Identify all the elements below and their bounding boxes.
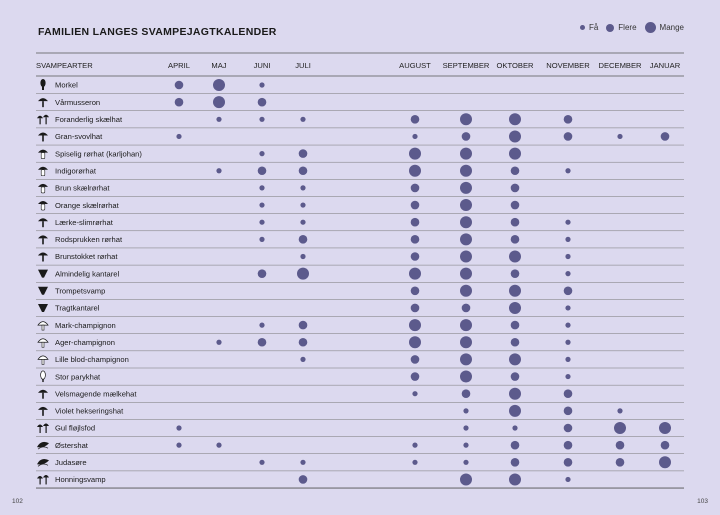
occurrence-dot [299, 166, 308, 175]
page-title: FAMILIEN LANGES SVAMPEJAGTKALENDER [38, 26, 277, 38]
occurrence-dot [511, 201, 520, 210]
mushroom-cluster-icon [37, 115, 49, 125]
column-header-month: NOVEMBER [546, 61, 590, 70]
occurrence-dot [460, 336, 472, 348]
occurrence-dot [259, 185, 264, 190]
occurrence-dot [460, 165, 472, 177]
occurrence-dot [564, 389, 573, 398]
occurrence-dot [511, 372, 520, 381]
occurrence-dot [565, 220, 570, 225]
occurrence-dot [616, 441, 625, 450]
occurrence-dot [411, 201, 420, 210]
occurrence-dot [300, 254, 305, 259]
occurrence-dot [511, 235, 520, 244]
occurrence-dot [259, 117, 264, 122]
occurrence-dot [565, 323, 570, 328]
occurrence-dot [462, 304, 471, 313]
occurrence-dot [299, 321, 308, 330]
mushroom-icon [38, 390, 48, 399]
occurrence-dot [176, 425, 181, 430]
mushroom-name: Spiselig rørhat (karljohan) [55, 149, 142, 159]
occurrence-dot [565, 168, 570, 173]
occurrence-dot [614, 422, 626, 434]
mushroom-name: Ager-champignon [55, 337, 115, 347]
occurrence-dot [460, 148, 472, 160]
table-row [36, 473, 684, 488]
occurrence-dot [565, 340, 570, 345]
mushroom-name: Indigorørhat [55, 166, 96, 176]
occurrence-dot [409, 268, 421, 280]
table-row [36, 113, 684, 128]
table-row [36, 456, 684, 471]
occurrence-dot [300, 202, 305, 207]
occurrence-dot [411, 372, 420, 381]
occurrence-dot [216, 117, 221, 122]
mushroom-name: Stor parykhat [55, 372, 101, 382]
occurrence-dot [258, 166, 267, 175]
occurrence-dot [460, 371, 472, 383]
table-row [36, 216, 684, 231]
occurrence-dot [460, 113, 472, 125]
occurrence-dot [509, 251, 521, 263]
trumpet-icon [38, 304, 48, 312]
occurrence-dot [300, 357, 305, 362]
bolete-icon [38, 184, 48, 193]
occurrence-dot [511, 166, 520, 175]
mushroom-name: Almindelig kantarel [55, 269, 120, 279]
occurrence-dot [176, 443, 181, 448]
occurrence-dot [509, 473, 521, 485]
table-row [36, 79, 684, 94]
occurrence-dot [659, 422, 671, 434]
mushroom-name: Violet hekseringshat [55, 406, 124, 416]
occurrence-dot [564, 458, 573, 467]
occurrence-dot [300, 460, 305, 465]
table-row [36, 233, 684, 248]
occurrence-dot [617, 408, 622, 413]
column-header-month: MAJ [211, 61, 227, 70]
mushroom-name: Brun skælrørhat [55, 183, 110, 193]
occurrence-dot [411, 287, 420, 296]
mushroom-name: Østershat [55, 440, 88, 450]
occurrence-dot [411, 304, 420, 313]
table-row [36, 182, 684, 197]
occurrence-dot [509, 285, 521, 297]
occurrence-dot [300, 185, 305, 190]
bolete-icon [38, 150, 48, 159]
table-row [36, 268, 684, 283]
occurrence-dot [564, 407, 573, 416]
occurrence-dot [564, 115, 573, 124]
occurrence-dot [512, 425, 517, 430]
occurrence-dot [565, 374, 570, 379]
mushroom-name: Trompetsvamp [55, 286, 106, 296]
legend-label-few: Få [588, 23, 599, 32]
table-row [36, 199, 684, 214]
mushroom-name: Mark-champignon [55, 320, 116, 330]
occurrence-dot [411, 252, 420, 261]
trumpet-icon [38, 287, 48, 295]
occurrence-dot [617, 134, 622, 139]
occurrence-dot [409, 319, 421, 331]
chanterelle-icon [38, 270, 48, 278]
table-row [36, 422, 684, 437]
occurrence-dot [661, 132, 670, 141]
mushroom-name: Brunstokket rørhat [55, 252, 118, 262]
occurrence-dot [564, 287, 573, 296]
occurrence-dot [259, 82, 264, 87]
occurrence-dot [411, 235, 420, 244]
occurrence-dot [409, 148, 421, 160]
mushroom-icon [38, 132, 48, 141]
mushroom-icon [38, 235, 48, 244]
occurrence-dot [300, 117, 305, 122]
occurrence-dot [511, 338, 520, 347]
occurrence-dot [299, 338, 308, 347]
champignon-icon [38, 339, 48, 348]
occurrence-dot [409, 165, 421, 177]
legend-label-many: Mange [659, 23, 684, 32]
occurrence-dot [258, 338, 267, 347]
mushroom-name: Vårmusseron [55, 97, 101, 107]
column-header-month: AUGUST [399, 61, 431, 70]
page-number-right: 103 [697, 498, 708, 505]
column-header-month: APRIL [168, 61, 190, 70]
mushroom-name: Orange skælrørhat [55, 200, 119, 210]
table-row [36, 165, 684, 180]
mushroom-name: Gran-svovlhat [55, 132, 103, 142]
mushroom-name: Rodsprukken rørhat [55, 235, 123, 245]
mushroom-name: Tragtkantarel [55, 303, 100, 313]
occurrence-dot [176, 134, 181, 139]
table-row [36, 405, 684, 420]
mushroom-name: Lærke-slimrørhat [55, 217, 113, 227]
mushroom-icon [38, 253, 48, 262]
table-row [36, 353, 684, 368]
column-header-month: DECEMBER [598, 61, 642, 70]
occurrence-dot [565, 477, 570, 482]
occurrence-dot [299, 475, 308, 484]
occurrence-dot [659, 456, 671, 468]
occurrence-dot [463, 425, 468, 430]
occurrence-dot [460, 251, 472, 263]
occurrence-dot [463, 408, 468, 413]
table-row [36, 319, 684, 334]
champignon-icon [38, 322, 48, 331]
mushroom-name: Morkel [55, 80, 78, 90]
champignon-icon [38, 356, 48, 365]
occurrence-dot [258, 269, 267, 278]
bolete-icon [38, 201, 48, 210]
occurrence-dot [509, 405, 521, 417]
occurrence-dot [299, 149, 308, 158]
occurrence-dot [259, 460, 264, 465]
table-row [36, 302, 684, 317]
occurrence-dot [259, 237, 264, 242]
occurrence-dot [564, 424, 573, 433]
table-row [36, 148, 684, 163]
table-row [36, 371, 684, 386]
occurrence-dot [216, 443, 221, 448]
occurrence-dot [412, 391, 417, 396]
occurrence-dot [564, 132, 573, 141]
occurrence-dot [564, 441, 573, 450]
oyster-icon [37, 442, 49, 449]
occurrence-dot [460, 473, 472, 485]
table-row [36, 285, 684, 300]
occurrence-dot [616, 458, 625, 467]
occurrence-dot [460, 285, 472, 297]
mushroom-name: Lille blod-champignon [55, 355, 129, 365]
occurrence-dot [511, 441, 520, 450]
occurrence-dot [511, 269, 520, 278]
table-row [36, 251, 684, 266]
occurrence-dot [175, 81, 184, 90]
occurrence-dot [409, 336, 421, 348]
morel-icon [40, 79, 45, 90]
occurrence-dot [509, 388, 521, 400]
ear-icon [37, 459, 49, 466]
occurrence-dot [460, 182, 472, 194]
occurrence-dot [460, 199, 472, 211]
occurrence-dot [511, 218, 520, 227]
occurrence-dot [216, 340, 221, 345]
table-row [36, 441, 684, 454]
occurrence-dot [259, 202, 264, 207]
column-header-month: JANUAR [649, 61, 681, 70]
table-row [36, 388, 684, 403]
occurrence-dot [411, 355, 420, 364]
occurrence-dot [259, 220, 264, 225]
occurrence-dot [462, 389, 471, 398]
occurrence-dot [463, 443, 468, 448]
mushroom-name: Honningsvamp [55, 475, 106, 485]
occurrence-dot [565, 357, 570, 362]
occurrence-dot [175, 98, 184, 107]
mushroom-name: Foranderlig skælhat [55, 115, 123, 124]
mushroom-cluster-icon [37, 475, 49, 485]
bolete-icon [38, 167, 48, 176]
occurrence-dot [460, 353, 472, 365]
column-header-species: SVAMPEARTER [36, 61, 93, 70]
occurrence-dot [411, 218, 420, 227]
occurrence-dot [661, 441, 670, 450]
mushroom-name: Velsmagende mælkehat [55, 389, 137, 399]
mushroom-name: Judasøre [55, 458, 87, 467]
occurrence-dot [460, 233, 472, 245]
mushroom-icon [38, 98, 48, 107]
occurrence-dot [258, 98, 267, 107]
occurrence-dot [411, 115, 420, 124]
table-row [36, 336, 684, 351]
occurrence-dot [259, 151, 264, 156]
occurrence-dot [462, 132, 471, 141]
occurrence-dot [216, 168, 221, 173]
occurrence-dot [460, 319, 472, 331]
occurrence-dot [299, 235, 308, 244]
legend-label-more: Flere [618, 23, 637, 32]
occurrence-dot [565, 305, 570, 310]
occurrence-dot [412, 134, 417, 139]
column-header-month: JUNI [253, 61, 271, 70]
occurrence-dot [509, 113, 521, 125]
mushroom-icon [38, 407, 48, 416]
column-header-month: SEPTEMBER [442, 61, 490, 70]
occurrence-dot [463, 460, 468, 465]
column-header-month: JULI [295, 61, 311, 70]
occurrence-dot [511, 184, 520, 193]
mushroom-cluster-icon [37, 424, 49, 434]
mushroom-name: Gul fløjlsfod [55, 423, 96, 433]
occurrence-dot [412, 460, 417, 465]
occurrence-dot [412, 443, 417, 448]
page-number-left: 102 [12, 498, 23, 505]
inkcap-icon [41, 371, 46, 382]
occurrence-dot [509, 353, 521, 365]
occurrence-dot [213, 96, 225, 108]
occurrence-dot [565, 237, 570, 242]
occurrence-dot [460, 216, 472, 228]
column-header-month: OKTOBER [496, 61, 534, 70]
occurrence-dot [565, 271, 570, 276]
occurrence-dot [460, 268, 472, 280]
occurrence-dot [511, 321, 520, 330]
occurrence-dot [300, 220, 305, 225]
table-row [36, 96, 684, 111]
occurrence-dot [565, 254, 570, 259]
occurrence-dot [259, 323, 264, 328]
occurrence-dot [509, 302, 521, 314]
occurrence-dot [509, 148, 521, 160]
occurrence-dot [297, 268, 309, 280]
occurrence-dot [511, 458, 520, 467]
table-row [36, 130, 684, 145]
occurrence-dot [411, 184, 420, 193]
occurrence-dot [509, 130, 521, 142]
occurrence-dot [213, 79, 225, 91]
mushroom-icon [38, 218, 48, 227]
